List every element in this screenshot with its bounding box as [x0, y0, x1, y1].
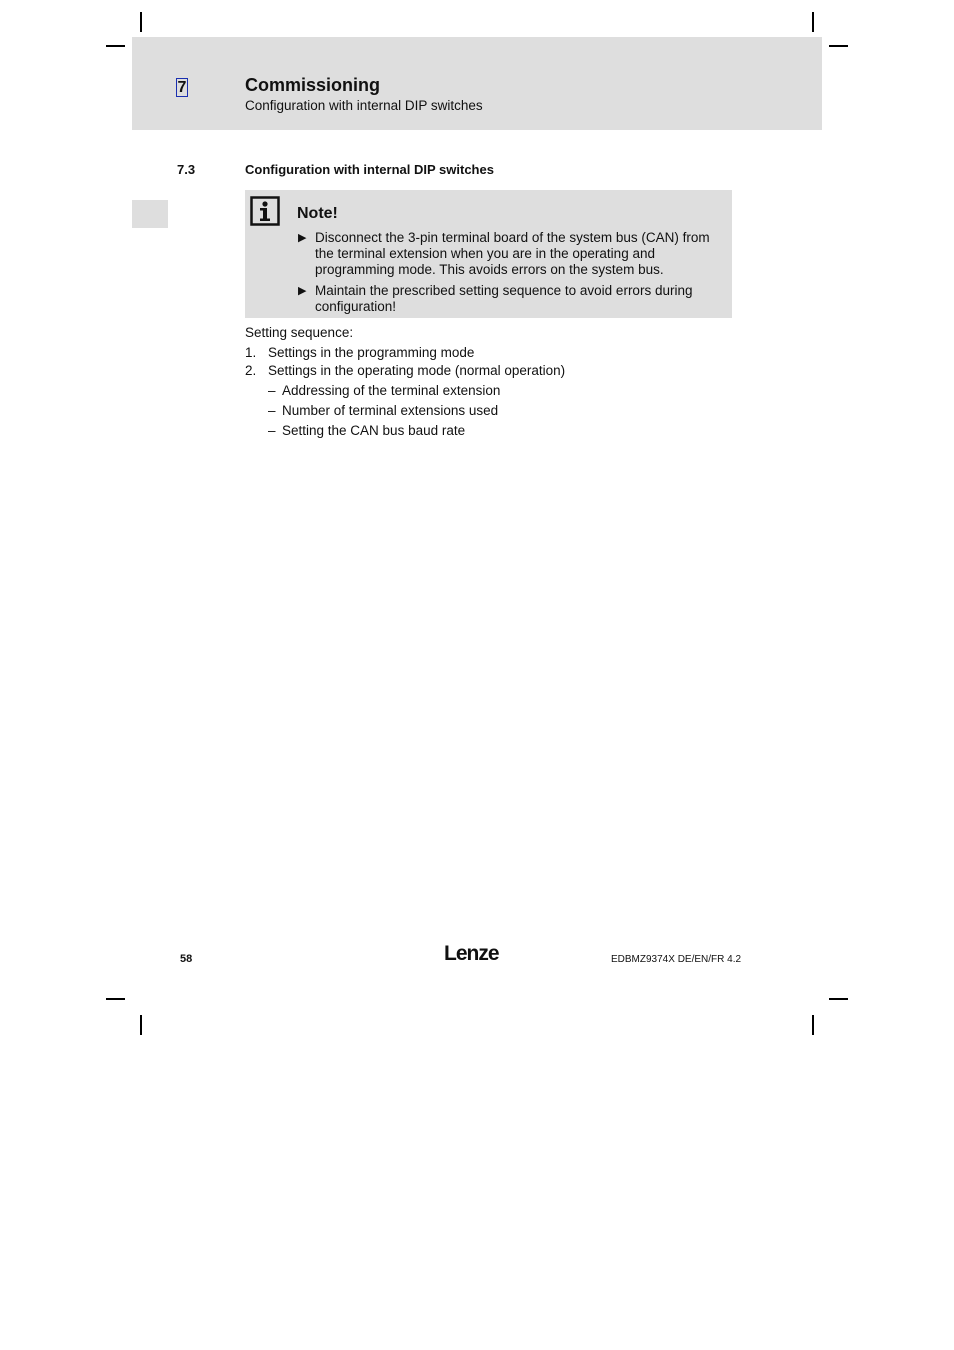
list-item-text: Settings in the programming mode — [268, 345, 475, 360]
page-number: 58 — [180, 953, 193, 965]
brand-logo: Lenze — [444, 942, 499, 965]
document-code: EDBMZ9374X DE/EN/FR 4.2 — [611, 954, 742, 965]
list-item — [245, 362, 565, 380]
crop-mark — [106, 45, 125, 47]
arrow-right-icon: ▶ — [298, 285, 307, 297]
note-item — [298, 283, 726, 315]
arrow-right-icon: ▶ — [298, 232, 307, 244]
sub-list-item — [268, 422, 465, 440]
list-number: 1. — [245, 345, 257, 360]
note-title: Note! — [297, 205, 338, 222]
crop-mark — [140, 1015, 142, 1035]
sub-list-item-text: Setting the CAN bus baud rate — [282, 423, 466, 438]
list-item-text: Settings in the operating mode (normal operation) — [268, 363, 566, 378]
sub-list-item — [268, 402, 498, 420]
crop-mark — [829, 45, 848, 47]
crop-mark — [106, 998, 125, 1000]
dash-bullet: – — [268, 423, 276, 438]
crop-mark — [140, 12, 142, 32]
dash-bullet: – — [268, 403, 276, 418]
section-number: 7.3 — [177, 162, 196, 177]
sub-list-item-text: Number of terminal extensions used — [282, 403, 499, 418]
dash-bullet: – — [268, 383, 276, 398]
chapter-number: 7 — [177, 79, 187, 96]
section-title: Configuration with internal DIP switches — [245, 162, 494, 177]
info-icon — [250, 196, 280, 226]
sub-list-item — [268, 382, 500, 400]
intro-text: Setting sequence: — [245, 325, 354, 340]
note-item-text: Disconnect the 3-pin terminal board of the system bus (CAN) from the terminal extension when you are in the operating and programming mode. This avoids errors on the system bus. — [315, 230, 710, 277]
list-item — [245, 344, 474, 362]
note-box — [245, 190, 732, 318]
crop-mark — [812, 12, 814, 32]
chapter-title: Commissioning — [245, 75, 381, 95]
side-tab — [132, 200, 168, 228]
note-item-text: Maintain the prescribed setting sequence to avoid errors during configuration! — [315, 283, 693, 314]
crop-mark — [812, 1015, 814, 1035]
crop-mark — [829, 998, 848, 1000]
header-band — [132, 37, 822, 130]
sub-list-item-text: Addressing of the terminal extension — [282, 383, 501, 398]
chapter-subtitle: Configuration with internal DIP switches — [245, 98, 483, 113]
note-item — [298, 230, 726, 278]
list-number: 2. — [245, 363, 257, 378]
